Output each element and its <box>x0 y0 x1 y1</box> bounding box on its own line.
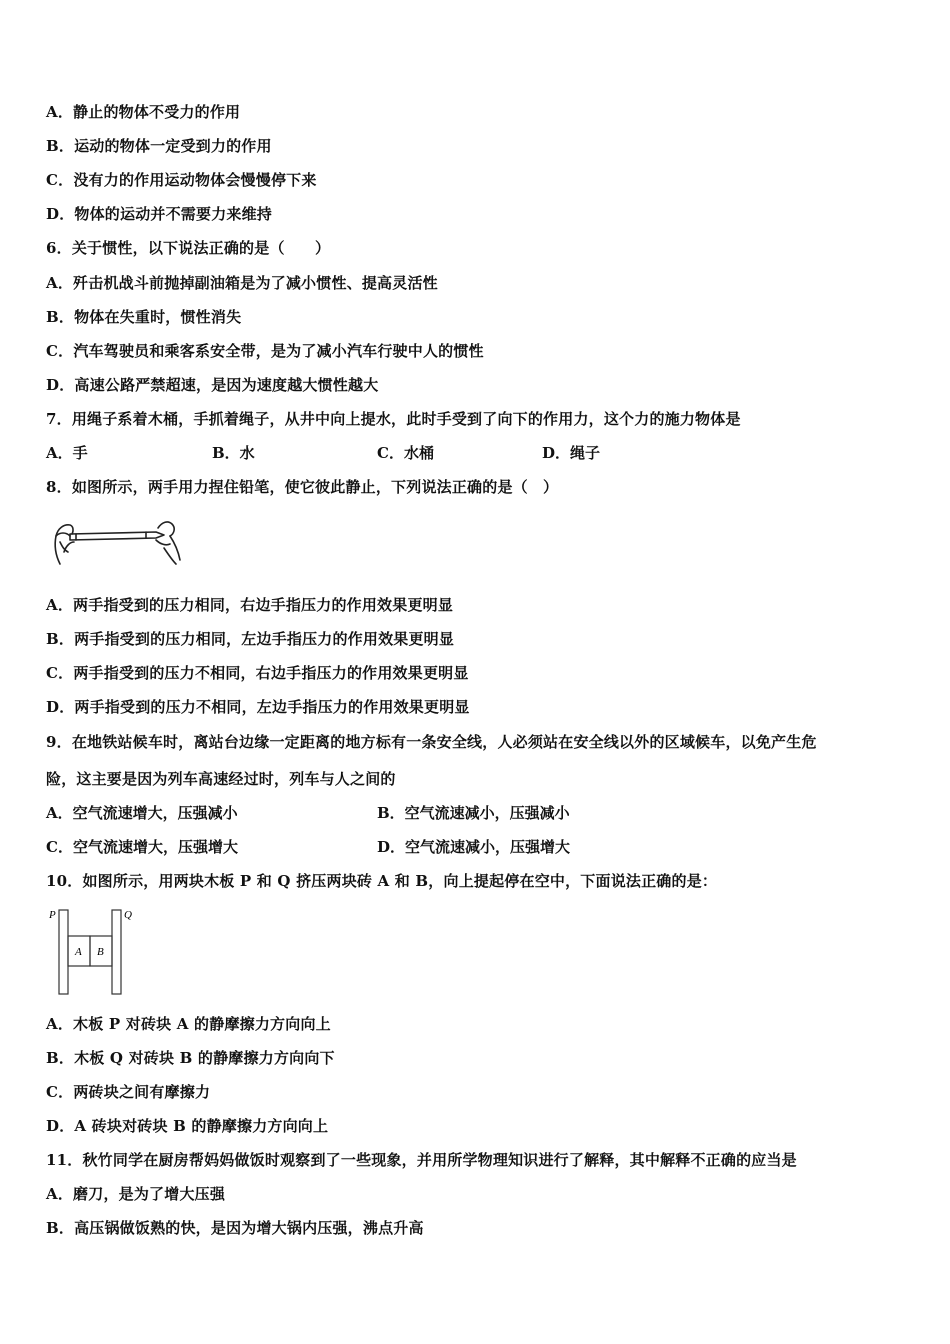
q6-option-a: A．歼击机战斗前抛掉副油箱是为了减小惯性、提高灵活性 <box>46 274 438 292</box>
label-a: A <box>75 946 82 958</box>
q11-option-a: A．磨刀，是为了增大压强 <box>46 1185 226 1203</box>
q6-option-b: B．物体在失重时，惯性消失 <box>46 308 242 326</box>
pencil-hands-figure <box>46 512 186 568</box>
q9-option-c: C．空气流速增大，压强增大 <box>46 838 238 856</box>
q8-option-c: C．两手指受到的压力不相同，右边手指压力的作用效果更明显 <box>46 664 469 682</box>
q7-stem: 7．用绳子系着木桶，手抓着绳子，从井中向上提水，此时手受到了向下的作用力，这个力的施力物体是 <box>46 410 741 428</box>
q6-stem: 6．关于惯性，以下说法正确的是（ ） <box>46 239 331 257</box>
q7-option-a: A．手 <box>46 444 88 462</box>
q9-option-d: D．空气流速减小，压强增大 <box>377 838 571 856</box>
q9-option-b: B．空气流速减小，压强减小 <box>377 804 570 822</box>
q11-option-b: B．高压锅做饭熟的快，是因为增大锅内压强，沸点升高 <box>46 1219 424 1237</box>
boards-bricks-figure <box>46 906 141 998</box>
q10-option-c: C．两砖块之间有摩擦力 <box>46 1083 211 1101</box>
q5-option-c: C．没有力的作用运动物体会慢慢停下来 <box>46 171 317 189</box>
q8-option-a: A．两手指受到的压力相同，右边手指压力的作用效果更明显 <box>46 596 454 614</box>
q9-stem-line-1: 9．在地铁站候车时，离站台边缘一定距离的地方标有一条安全线，人必须站在安全线以外的区域候车，以免产生危 <box>46 733 817 751</box>
q11-stem: 11．秋竹同学在厨房帮妈妈做饭时观察到了一些现象，并用所学物理知识进行了解释，其中解释不正确的应当是 <box>46 1151 797 1169</box>
q10-option-d: D．A 砖块对砖块 B 的静摩擦力方向向上 <box>46 1117 329 1135</box>
q10-stem: 10．如图所示，用两块木板 P 和 Q 挤压两块砖 A 和 B，向上提起停在空中，下面说法正确的是： <box>46 872 718 890</box>
q9-option-a: A．空气流速增大，压强减小 <box>46 804 238 822</box>
q8-option-b: B．两手指受到的压力相同，左边手指压力的作用效果更明显 <box>46 630 455 648</box>
q9-stem-line-2: 险，这主要是因为列车高速经过时，列车与人之间的 <box>46 770 396 788</box>
label-q: Q <box>124 909 132 921</box>
label-b: B <box>97 946 104 958</box>
q7-option-d: D．绳子 <box>542 444 601 462</box>
q5-option-d: D．物体的运动并不需要力来维持 <box>46 205 273 223</box>
q10-option-b: B．木板 Q 对砖块 B 的静摩擦力方向向下 <box>46 1049 335 1067</box>
q8-option-d: D．两手指受到的压力不相同，左边手指压力的作用效果更明显 <box>46 698 470 716</box>
q5-option-a: A．静止的物体不受力的作用 <box>46 103 241 121</box>
q6-option-c: C．汽车驾驶员和乘客系安全带，是为了减小汽车行驶中人的惯性 <box>46 342 484 360</box>
q7-option-b: B．水 <box>212 444 255 462</box>
q7-option-c: C．水桶 <box>377 444 434 462</box>
q5-option-b: B．运动的物体一定受到力的作用 <box>46 137 272 155</box>
q10-option-a: A．木板 P 对砖块 A 的静摩擦力方向向上 <box>46 1015 331 1033</box>
q6-option-d: D．高速公路严禁超速，是因为速度越大惯性越大 <box>46 376 379 394</box>
q8-stem: 8．如图所示，两手用力捏住铅笔，使它彼此静止，下列说法正确的是（ ） <box>46 478 559 496</box>
label-p: P <box>49 909 56 921</box>
